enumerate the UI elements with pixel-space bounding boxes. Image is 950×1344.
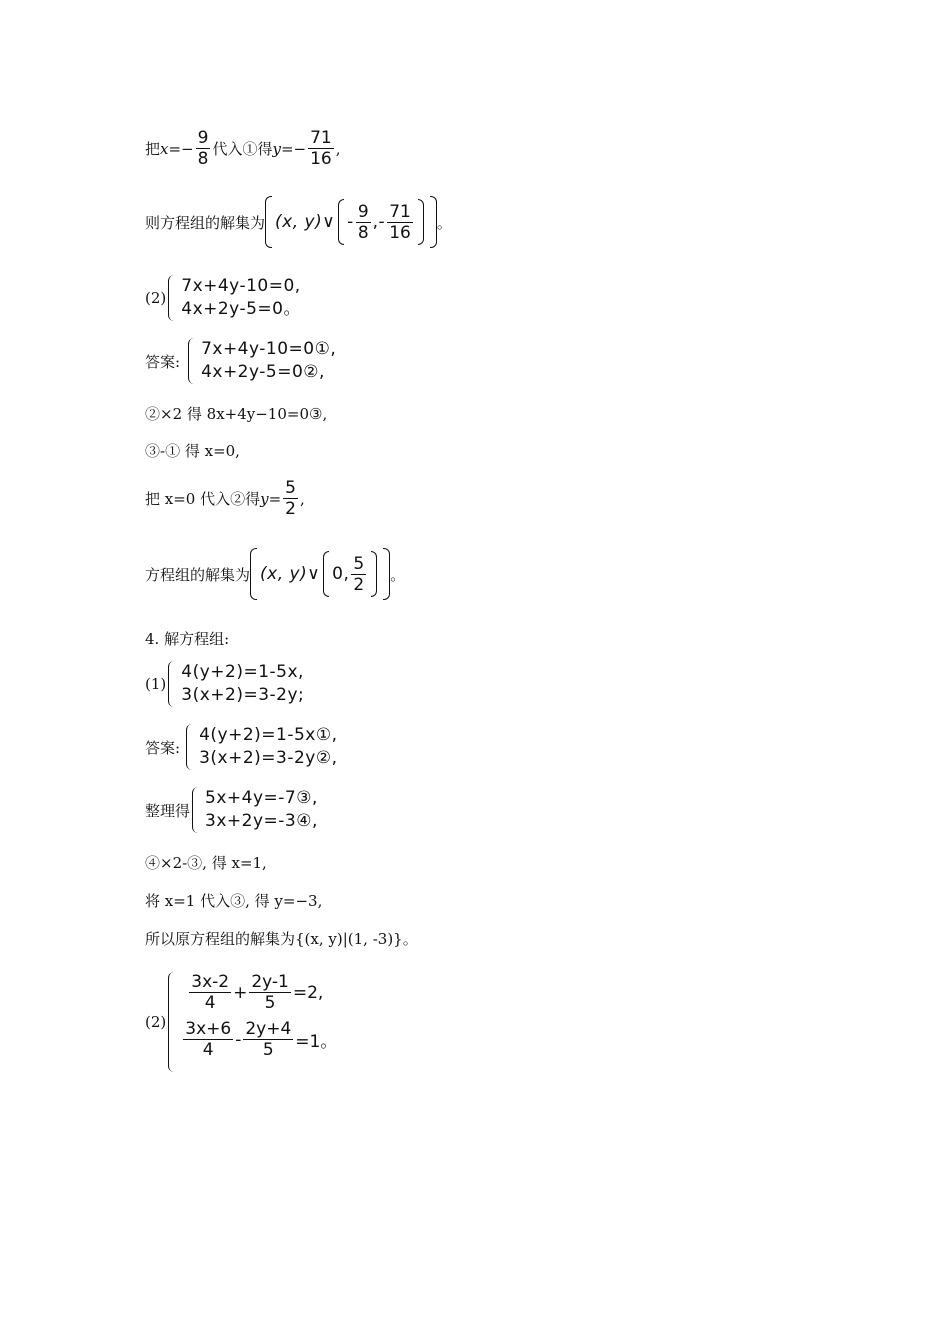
paren-left: [323, 551, 329, 597]
text: 方程组的解集为: [145, 565, 251, 584]
equation: 4(y+2)=1-5x,: [181, 662, 304, 682]
fraction: [351, 554, 366, 595]
paren-right: [418, 199, 424, 245]
problem-label: (1): [145, 675, 167, 693]
text: =2,: [292, 982, 324, 1003]
answer-label: 答案:: [145, 738, 181, 757]
denominator: 8: [357, 222, 369, 243]
brace: [168, 275, 177, 321]
equation: 4(y+2)=1-5x①,: [199, 725, 338, 745]
paren-left: [338, 199, 344, 245]
text: ,: [299, 489, 305, 508]
equation-system: [168, 275, 301, 321]
numerator: 71: [389, 201, 411, 222]
text: 把 x=0 代入②得: [145, 490, 261, 508]
denominator: 4: [202, 1040, 214, 1060]
equation: [187, 972, 337, 1013]
equation-system: [168, 661, 304, 707]
separator: ∨: [307, 564, 321, 584]
tuple: (x, y): [260, 564, 308, 584]
step-line: [145, 890, 322, 911]
text: 将 x=1 代入③, 得 y=−3,: [145, 892, 323, 910]
text: 把: [145, 140, 161, 158]
equation: 3(x+2)=3-2y;: [181, 685, 305, 705]
solution-set-line-1: [145, 196, 452, 248]
equation-system: [168, 972, 337, 1072]
equation: 7x+4y-10=0,: [181, 276, 301, 296]
denominator: 5: [262, 1040, 274, 1060]
text: ,: [335, 139, 341, 158]
text: 4. 解方程组:: [145, 630, 230, 648]
numerator: 9: [357, 201, 369, 222]
denominator: 8: [197, 149, 209, 169]
text: y=−: [272, 139, 307, 158]
equation: 5x+4y=-7③,: [205, 788, 318, 808]
text: 0,: [332, 564, 350, 584]
set-brace-right: [430, 196, 437, 248]
denominator: 16: [389, 222, 411, 243]
brace: [168, 661, 177, 707]
problem-2-system: [145, 275, 301, 321]
simplified-system: [145, 787, 318, 833]
fraction: [356, 202, 371, 243]
set-brace-right: [383, 548, 390, 600]
numerator: 9: [197, 128, 209, 148]
solution-set-line-2: [145, 548, 405, 600]
numerator: 3x-2: [191, 972, 230, 992]
answer-4-1-system: [145, 724, 337, 770]
text: =1。: [295, 1032, 338, 1052]
denominator: 2: [353, 574, 365, 595]
separator: ∨: [322, 212, 336, 232]
brace: [186, 724, 195, 770]
tuple: (x, y): [275, 212, 323, 232]
problem-4-1-system: [145, 661, 304, 707]
fraction: [387, 202, 413, 243]
equation-system: [188, 338, 336, 384]
text: 。: [436, 213, 452, 232]
step-line: [145, 440, 240, 461]
denominator: 5: [264, 993, 276, 1013]
fraction: [196, 128, 211, 169]
text: -: [347, 212, 354, 232]
step-line: [145, 928, 418, 949]
paren-right: [371, 551, 377, 597]
numerator: 2y-1: [251, 972, 289, 992]
text: ③-① 得 x=0,: [145, 442, 240, 460]
answer-2-system: [145, 338, 336, 384]
problem-4-2-system: [145, 972, 337, 1072]
fraction: [308, 128, 334, 169]
answer-label: 答案:: [145, 352, 181, 371]
equation: 7x+4y-10=0①,: [201, 339, 337, 359]
brace: [188, 338, 197, 384]
text: ②×2 得 8x+4y−10=0③,: [145, 405, 328, 423]
fraction: [249, 972, 291, 1013]
numerator: 3x+6: [185, 1019, 232, 1039]
numerator: 71: [310, 128, 332, 148]
substitution-line-1: [145, 128, 341, 169]
equation: 4x+2y-5=0②,: [201, 362, 325, 382]
equation-system: [186, 724, 337, 770]
question-4-heading: [145, 628, 229, 649]
equation-system: [192, 787, 318, 833]
substitution-line-2: [145, 478, 305, 519]
fraction: [183, 1019, 233, 1060]
step-line: [145, 403, 327, 424]
problem-label: (2): [145, 1013, 167, 1031]
text: 所以原方程组的解集为{(x, y)|(1, -3)}。: [145, 930, 418, 948]
operator: +: [233, 982, 248, 1003]
text: y=: [260, 489, 282, 508]
denominator: 2: [285, 499, 296, 519]
operator: -: [235, 1029, 242, 1050]
set-brace-left: [250, 548, 257, 600]
equation: [181, 1019, 337, 1060]
fraction: [243, 1019, 293, 1060]
brace: [168, 972, 177, 1072]
fraction: [189, 972, 231, 1013]
numerator: 2y+4: [245, 1019, 292, 1039]
text: 整理得: [145, 801, 191, 820]
text: ,-: [372, 212, 386, 232]
step-line: [145, 852, 267, 873]
equation: 3(x+2)=3-2y②,: [199, 748, 338, 768]
text: ④×2-③, 得 x=1,: [145, 854, 267, 872]
equation: 3x+2y=-3④,: [205, 811, 318, 831]
set-brace-left: [265, 196, 272, 248]
problem-label: (2): [145, 289, 167, 307]
denominator: 16: [310, 149, 332, 169]
numerator: 5: [353, 553, 365, 574]
text: 则方程组的解集为: [145, 213, 266, 232]
brace: [192, 787, 201, 833]
text: 。: [390, 565, 406, 584]
denominator: 4: [204, 993, 216, 1013]
text: 代入①得: [212, 140, 273, 158]
numerator: 5: [285, 478, 296, 498]
equation: 4x+2y-5=0。: [181, 299, 301, 319]
text: x=−: [160, 139, 194, 158]
fraction: [283, 478, 298, 519]
